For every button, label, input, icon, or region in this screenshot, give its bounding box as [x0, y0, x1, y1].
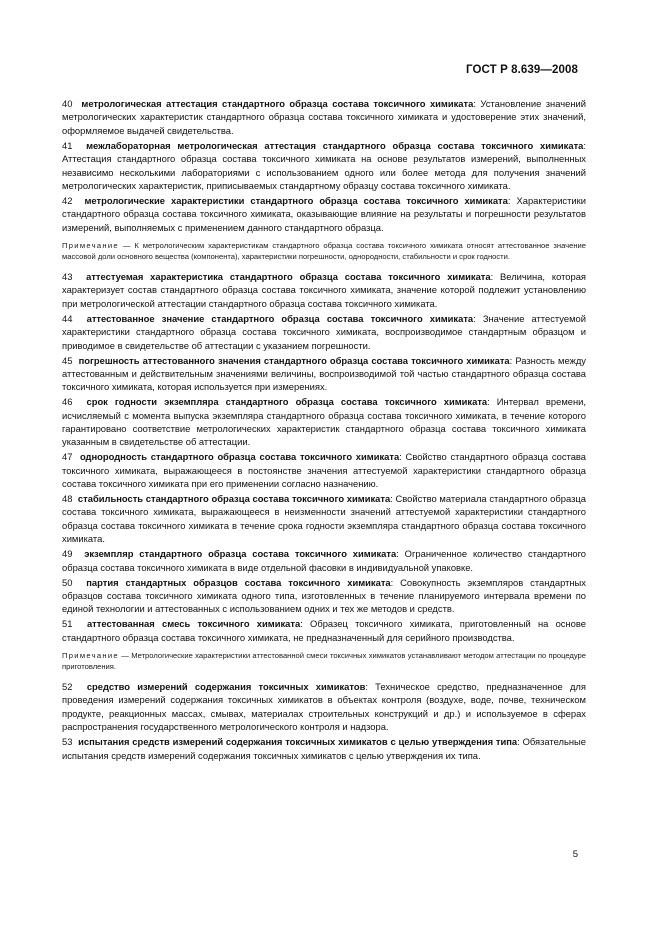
- definition: : Интервал времени, исчисляемый с момента выпуска экземпляра стандартного образца состава токсичного химиката, в течение которого гарантировано соответствие метрологических характеристик стандартного образца состава токсичного химиката указанным в свидетельстве об аттестации.: [62, 396, 587, 448]
- entry-number: 43: [62, 271, 73, 283]
- term-entry-41: [62, 139, 586, 193]
- document-body: [62, 97, 586, 763]
- term-entry-40: [62, 97, 586, 137]
- term-entry-53: [62, 735, 586, 762]
- entry-number: 40: [62, 98, 73, 109]
- definition: : Разность между аттестованным и действительным значениями величины, воспроизводимой той частью стандартного образца состава токсичного химиката, которая используется при измерениях.: [62, 354, 586, 393]
- definition: : Величина, которая характеризует состав стандартного образца состава токсичного химиката, значение которой подлежит установлению при метрологической аттестации стандартного образца состава токсичного химиката.: [62, 271, 586, 309]
- term-entry-43: [62, 270, 586, 310]
- entry-number: 53: [62, 736, 73, 748]
- term-entry-47: [62, 450, 586, 490]
- term: испытания средств измерений содержания токсичных химикатов с целью утверждения типа: [78, 736, 518, 748]
- term-entry-44: [62, 312, 586, 352]
- term: аттестуемая характеристика стандартного образца состава токсичного химиката: [86, 271, 491, 283]
- entry-number: 50: [62, 576, 73, 588]
- term-entry-50: [62, 576, 586, 616]
- term-entry-46: [62, 395, 586, 449]
- definition: : Свойство материала стандартного образца состава токсичного химиката, выражающееся в неизменности значений аттестуемой характеристики стандартного образца состава токсичного химиката в течение срока годности экземпляра стандартного образца состава токсичного химиката.: [62, 493, 586, 545]
- definition: : Техническое средство, предназначенное для проведения измерений содержания токсичных химикатов в объектах контроля (воздухе, воде, почве, техническом продукте, реакционных массах, смывах, материалах строительных конструкций и др.) и используемое в сферах распространения государственного метрологического контроля и надзора.: [62, 681, 586, 733]
- page-number: 5: [572, 849, 578, 860]
- term-entry-48: [62, 492, 586, 546]
- term: аттестованное значение стандартного образца состава токсичного химиката: [86, 312, 474, 324]
- note-certified-mixture: [62, 650, 586, 672]
- entry-number: 49: [62, 548, 73, 560]
- definition: : Значение аттестуемой характеристики стандартного образца состава токсичного химиката, воспроизводимое стандартным образцом и приводимое в свидетельстве об аттестации с указанием погрешности.: [62, 312, 586, 351]
- term-entry-49: [62, 547, 586, 574]
- definition: : Аттестация стандартного образца состава токсичного химиката на основе результатов измерений, выполненных независимо несколькими лабораториями с использованием одного или более метода для получения значений метрологических характеристик, приписываемых стандартному образцу состава токсичного химиката.: [62, 139, 586, 191]
- term: погрешность аттестованного значения стандартного образца состава токсичного химиката: [78, 354, 510, 366]
- definition: : Обязательные испытания средств измерений содержания токсичных химикатов с целью утверждения их типа.: [62, 736, 586, 761]
- term: метрологическая аттестация стандартного образца состава токсичного химиката: [81, 98, 474, 109]
- note-label: Примечание: [62, 241, 119, 251]
- term-entry-42: [62, 194, 586, 234]
- note-text: — Метрологические характеристики аттестованной смеси токсичных химикатов устанавливают методом аттестации по процедуре приготовления.: [62, 651, 586, 672]
- term: срок годности экземпляра стандартного образца состава токсичного химиката: [86, 396, 488, 408]
- note-label: Примечание: [62, 651, 119, 661]
- entry-number: 47: [62, 451, 73, 463]
- definition: : Ограниченное количество стандартного образца состава токсичного химиката в виде отдельной фасовки в индивидуальной упаковке.: [62, 548, 587, 573]
- entry-number: 42: [62, 194, 73, 206]
- term: межлабораторная метрологическая аттестация стандартного образца состава токсичного химиката: [86, 139, 584, 151]
- entry-number: 51: [62, 618, 73, 630]
- term-entry-45: [62, 354, 586, 394]
- definition: : Образец токсичного химиката, приготовленный на основе стандартного образца состава токсичного химиката, не предназначенный для серийного производства.: [62, 618, 586, 643]
- note-metrological-characteristics: [62, 240, 586, 262]
- term: средство измерений содержания токсичных химикатов: [86, 681, 366, 693]
- definition: : Совокупность экземпляров стандартных образцов состава токсичного химиката одного типа, изготовленных в течение планируемого интервала времени по единой технологии и аттестованных с использованием одних и тех же методов и средств.: [62, 576, 586, 615]
- entry-number: 45: [62, 354, 73, 366]
- entry-number: 41: [62, 139, 73, 151]
- entry-number: 48: [62, 493, 73, 505]
- term: аттестованная смесь токсичного химиката: [86, 618, 301, 630]
- entry-number: 44: [62, 312, 73, 324]
- definition: : Свойство стандартного образца состава токсичного химиката, выражающееся в постоянстве значения аттестуемой характеристики стандартного образца состава токсичного химиката при его применении согласно назначению.: [62, 451, 587, 490]
- term: экземпляр стандартного образца состава токсичного химиката: [84, 548, 397, 560]
- term-entry-51: [62, 617, 586, 644]
- term: стабильность стандартного образца состава токсичного химиката: [77, 493, 391, 505]
- definition: : Установление значений метрологических характеристик стандартного образца состава токсичного химиката и удостоверение этих значений, оформляемое выдачей свидетельства.: [62, 98, 586, 136]
- term: метрологические характеристики стандартного образца состава токсичного химиката: [84, 194, 508, 206]
- definition: : Характеристики стандартного образца состава токсичного химиката, оказывающие влияние на результаты и погрешности результатов измерений, выполняемых с применением данного стандартного образца.: [62, 194, 586, 233]
- entry-number: 52: [62, 681, 73, 693]
- term-entry-52: [62, 680, 586, 734]
- term: однородность стандартного образца состава токсичного химиката: [79, 451, 400, 463]
- document-header: ГОСТ Р 8.639—2008: [466, 64, 578, 76]
- term: партия стандартных образцов состава токсичного химиката: [86, 576, 391, 588]
- entry-number: 46: [62, 396, 73, 408]
- note-text: — К метрологическим характеристикам стандартного образца состава токсичного химиката относят аттестованное значение массовой доли основного вещества (компонента), характеристики погрешности, однородности, стабильности и срок годности.: [62, 241, 586, 262]
